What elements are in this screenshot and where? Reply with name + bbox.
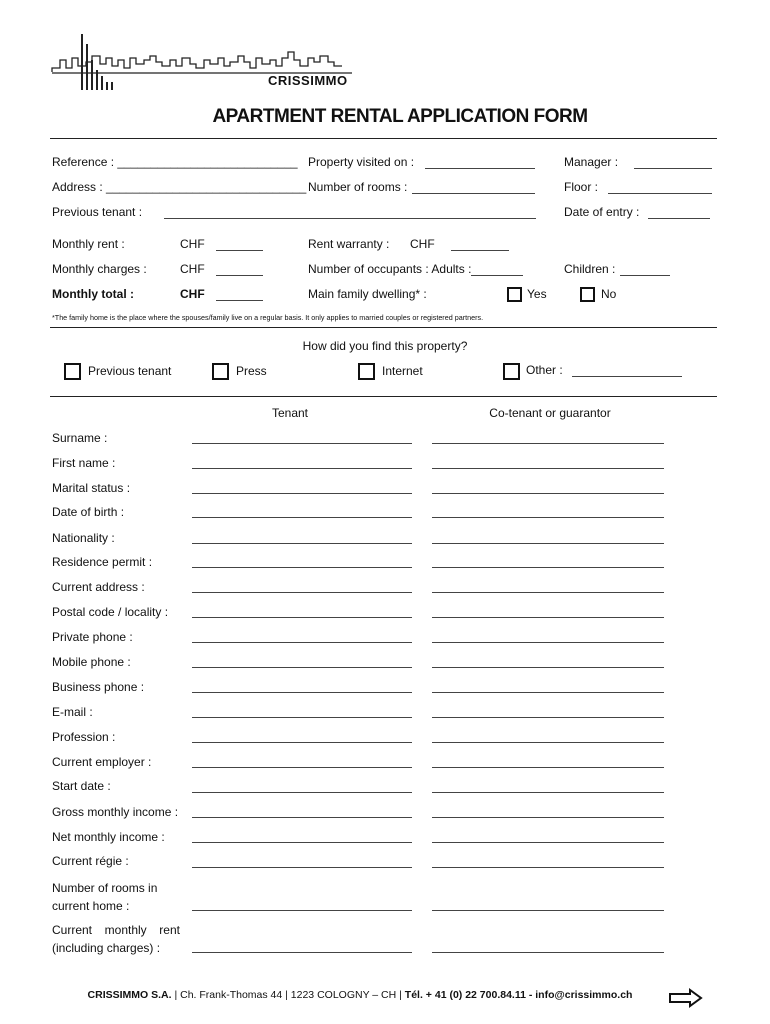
tenant-nationality-field[interactable] [192, 543, 412, 544]
page-title: APARTMENT RENTAL APPLICATION FORM [212, 106, 588, 127]
no-checkbox[interactable] [580, 287, 595, 302]
cotenant-start-date-field[interactable] [432, 792, 664, 793]
tenant-profession-field[interactable] [192, 742, 412, 743]
tenant-postal-code-field[interactable] [192, 617, 412, 618]
divider [50, 138, 717, 139]
row-label-email: E-mail : [52, 705, 93, 719]
cotenant-profession-field[interactable] [432, 742, 664, 743]
no-label: No [601, 287, 617, 301]
tenant-first-name-field[interactable] [192, 468, 412, 469]
tenant-current-address-field[interactable] [192, 592, 412, 593]
row-label-gross-monthly-income: Gross monthly income : [52, 805, 179, 819]
tenant-private-phone-field[interactable] [192, 642, 412, 643]
row-label-first-name: First name : [52, 456, 116, 470]
cotenant-private-phone-field[interactable] [432, 642, 664, 643]
row-label-date-of-birth: Date of birth : [52, 505, 125, 519]
logo-wordmark: CRISSIMMO [268, 73, 348, 88]
children-field[interactable] [620, 275, 670, 276]
row-label-current-regie: Current régie : [52, 854, 129, 868]
tenant-column-header: Tenant [271, 406, 309, 420]
main-family-dwelling-label: Main family dwelling* : [308, 287, 427, 301]
monthly-rent-label: Monthly rent : [52, 237, 125, 251]
cotenant-postal-code-field[interactable] [432, 617, 664, 618]
tenant-rooms-current-field[interactable] [192, 910, 412, 911]
monthly-total-label: Monthly total : [52, 287, 134, 301]
divider [50, 396, 717, 397]
internet-checkbox[interactable] [358, 363, 375, 380]
previous-tenant-checkbox[interactable] [64, 363, 81, 380]
tenant-email-field[interactable] [192, 717, 412, 718]
press-option-label: Press [236, 364, 267, 378]
tenant-marital-status-field[interactable] [192, 493, 412, 494]
monthly-total-currency: CHF [180, 287, 205, 301]
date-of-entry-label: Date of entry : [564, 205, 640, 219]
right-arrow-icon[interactable] [668, 988, 704, 1008]
row-label-profession: Profession : [52, 730, 116, 744]
cotenant-date-of-birth-field[interactable] [432, 517, 664, 518]
cotenant-surname-field[interactable] [432, 443, 664, 444]
footer-company: CRISSIMMO S.A. [87, 989, 172, 1001]
other-field[interactable] [572, 376, 682, 377]
cotenant-rooms-current-field[interactable] [432, 910, 664, 911]
footnote: *The family home is the place where the spouses/family live on a regular basis. It only applies to married couples or registered partners. [52, 313, 484, 322]
monthly-total-field[interactable] [216, 300, 263, 301]
divider [50, 327, 717, 328]
property-visited-field[interactable] [425, 168, 535, 169]
row-label-start-date: Start date : [52, 779, 111, 793]
cotenant-current-address-field[interactable] [432, 592, 664, 593]
cotenant-current-employer-field[interactable] [432, 767, 664, 768]
monthly-charges-label: Monthly charges : [52, 262, 147, 276]
row-label-surname: Surname : [52, 431, 108, 445]
cotenant-residence-permit-field[interactable] [432, 567, 664, 568]
children-label: Children : [564, 262, 616, 276]
cotenant-marital-status-field[interactable] [432, 493, 664, 494]
tenant-date-of-birth-field[interactable] [192, 517, 412, 518]
address-label: Address : ______________________________ [52, 180, 307, 194]
footer [0, 989, 720, 1001]
tenant-residence-permit-field[interactable] [192, 567, 412, 568]
property-visited-label: Property visited on : [308, 155, 415, 169]
row-label-current-monthly-rent: Current monthly rent (including charges) : [52, 923, 180, 955]
monthly-charges-currency: CHF [180, 262, 205, 276]
tenant-surname-field[interactable] [192, 443, 412, 444]
how-found-question: How did you find this property? [302, 339, 468, 353]
number-of-rooms-label: Number of rooms : [308, 180, 408, 194]
floor-field[interactable] [608, 193, 712, 194]
cotenant-current-rent-field[interactable] [432, 952, 664, 953]
cotenant-net-income-field[interactable] [432, 842, 664, 843]
yes-checkbox[interactable] [507, 287, 522, 302]
tenant-current-employer-field[interactable] [192, 767, 412, 768]
previous-tenant-label: Previous tenant : [52, 205, 143, 219]
floor-label: Floor : [564, 180, 599, 194]
tenant-start-date-field[interactable] [192, 792, 412, 793]
reference-label: Reference : ___________________________ [52, 155, 298, 169]
cotenant-nationality-field[interactable] [432, 543, 664, 544]
press-checkbox[interactable] [212, 363, 229, 380]
footer-tel: Tél. + 41 (0) 22 700.84.11 - [404, 989, 536, 1001]
other-option-label: Other : [526, 363, 563, 377]
row-label-current-address: Current address : [52, 580, 145, 594]
manager-field[interactable] [634, 168, 712, 169]
rent-warranty-field[interactable] [451, 250, 509, 251]
other-checkbox[interactable] [503, 363, 520, 380]
tenant-gross-income-field[interactable] [192, 817, 412, 818]
row-label-mobile-phone: Mobile phone : [52, 655, 131, 669]
row-label-postal-code: Postal code / locality : [52, 605, 169, 619]
cotenant-gross-income-field[interactable] [432, 817, 664, 818]
cotenant-mobile-phone-field[interactable] [432, 667, 664, 668]
row-label-net-monthly-income: Net monthly income : [52, 830, 165, 844]
monthly-rent-currency: CHF [180, 237, 205, 251]
manager-label: Manager : [564, 155, 619, 169]
yes-label: Yes [527, 287, 547, 301]
row-label-business-phone: Business phone : [52, 680, 145, 694]
tenant-business-phone-field[interactable] [192, 692, 412, 693]
tenant-net-income-field[interactable] [192, 842, 412, 843]
internet-option-label: Internet [382, 364, 423, 378]
number-of-rooms-field[interactable] [412, 193, 535, 194]
date-of-entry-field[interactable] [648, 218, 710, 219]
rent-warranty-currency: CHF [410, 237, 435, 251]
row-label-current-employer: Current employer : [52, 755, 152, 769]
cotenant-first-name-field[interactable] [432, 468, 664, 469]
monthly-rent-field[interactable] [216, 250, 263, 251]
footer-email[interactable]: info@crissimmo.ch [535, 989, 633, 1001]
previous-tenant-option-label: Previous tenant [88, 364, 172, 378]
row-label-nationality: Nationality : [52, 531, 115, 545]
tenant-mobile-phone-field[interactable] [192, 667, 412, 668]
row-label-marital-status: Marital status : [52, 481, 131, 495]
footer-address: | Ch. Frank-Thomas 44 | 1223 COLOGNY – CH | [171, 989, 405, 1001]
row-label-number-of-rooms-current: Number of rooms in current home : [52, 881, 158, 913]
cotenant-business-phone-field[interactable] [432, 692, 664, 693]
number-of-occupants-label: Number of occupants : Adults : [308, 262, 472, 276]
previous-tenant-field[interactable] [164, 218, 536, 219]
rent-warranty-label: Rent warranty : [308, 237, 390, 251]
adults-field[interactable] [471, 275, 523, 276]
cotenant-column-header: Co-tenant or guarantor [489, 406, 611, 420]
cotenant-current-regie-field[interactable] [432, 867, 664, 868]
monthly-charges-field[interactable] [216, 275, 263, 276]
cotenant-email-field[interactable] [432, 717, 664, 718]
tenant-current-regie-field[interactable] [192, 867, 412, 868]
row-label-residence-permit: Residence permit : [52, 555, 153, 569]
row-label-private-phone: Private phone : [52, 630, 133, 644]
tenant-current-rent-field[interactable] [192, 952, 412, 953]
